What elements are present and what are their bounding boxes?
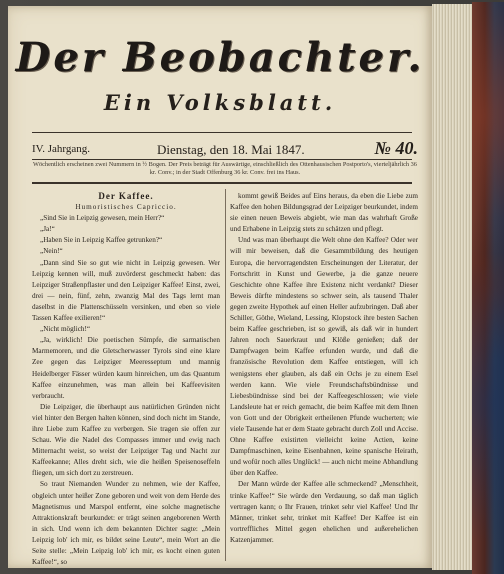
newspaper-page (8, 6, 432, 568)
paragraph: Und was man überhaupt die Welt ohne den Kaffee? Oder wer will mir beweisen, daß die Gesammtbildung des heutigen Europa, die hervorragendsten Erscheinungen der Literatur, der Fortschritt in Kunst und Gewerbe, ja die ganze neuere Geschichte ohne Kaffee ihre Existenz nicht verdankt? Dieser Beweis dürfte mindestens so schwer sein, als tausend Thaler gegen zweite Hypothek auf einen Heller aufzubringen. Daß aber Schiller, Göthe, Wieland, Lessing, Klopstock ihre besten Sachen beim Kaffee geschrieben, ist so gewiß, als daß wir in hundert Jahren noch Sauerkraut und Klöße genießen; daß der Dampfwagen beim Kaffee erfunden wurde, und daß die französische Revolution dem Kaffee entstiegen, will ich wenigstens eher glauben, als daß ein Ochs je zu einem Esel werden kann. Wie viele Freundschaftsbündnisse und Liebesbündnisse sind bei der Kaffeegeschlossen; wie viele Landsleute hat er reich gemacht, die beim Kaffee mit dem Ihnen von Gott und der Obrigkeit ertheilenen Pfunde wucherten; wie viele Tausende hat er dem Staate gebracht durch Zoll und Accise. Ohne Kaffee existirten vielleicht keine Actien, keine Dampfmaschinen, keine Eisenbahnen, keine spanische Heirath, und wofür noch alles Unglück! — auch nicht meine Abhandlung über den Kaffee. (230, 236, 418, 478)
masthead-subtitle: Ein Volksblatt. (103, 90, 337, 115)
issue-info-line (32, 139, 418, 159)
left-column (32, 191, 220, 567)
paragraph: „Nicht möglich!“ (40, 325, 91, 334)
article-heading: Der Kaffee. (98, 191, 154, 201)
paragraph: Der Mann würde der Kaffee alle schmeckend? „Menschheit, trinke Kaffee!“ Sie würde den Verdauung, so daß man täglich vertragen kann; o Ihr Frauen, trinket sehr viel Kaffee! Und Ihr Männer, trinket sehr, trinket mit Kaffee! Der Kaffee ist ein vortreffliches Mittel gegen ehelichen und außerehelichen Katzenjammer. (230, 480, 418, 544)
right-column (230, 191, 418, 561)
paragraph: „Ja, wirklich! Die poetischen Sümpfe, die sarmatischen Marmemoren, und die Gletscherwasser Tyrols sind eine klare Zee gegen das Leipziger Meeresseptum und mannig Heidelberger Fässer würden kaum hinreichen, um das Quantum Kaffee einzunehmen, was man allein bei Kaffeevisiten verbraucht. (32, 336, 220, 400)
volume-label: IV. Jahrgang. (32, 143, 90, 155)
column-divider (225, 189, 226, 561)
left-paragraphs (32, 213, 220, 568)
issue-date: Dienstag, den 18. Mai 1847. (157, 142, 305, 157)
book-cover (472, 2, 504, 574)
paragraph: „Nein!“ (40, 247, 63, 256)
book-page-edges (432, 4, 472, 570)
paragraph: „Sind Sie in Leipzig gewesen, mein Herr?“ (40, 214, 165, 223)
paragraph: kommt gewiß Beides auf Eins heraus, da eben die Liebe zum Kaffee den hohen Bildungsgrad der Leipziger beurkundet, indem sie einen neuen Beweis abgiebt, wie man das wahrhaft Große und Erhabene in Leipzig stets zu schätzen und pflegt. (230, 192, 418, 234)
right-paragraphs (230, 191, 418, 546)
issue-number: № 40. (374, 138, 418, 158)
header-bottom-rule (32, 182, 412, 184)
masthead-title: Der Beobachter. (15, 34, 425, 81)
subscription-note: Wöchentlich erscheinen zwei Nummern in ½ Bogen. Der Preis beträgt für Auswärtige, einschließlich des Ottenhausischen Postporto's, vierteljährlich 36 kr. Conv.; in der Stadt Offenburg 36 kr. Conv. frei ins Haus. (33, 161, 417, 176)
paragraph: „Dann sind Sie so gut wie nicht in Leipzig gewesen. Wer Leipzig kennen will, muß zuvörderst geschmeckt haben: das Leipziger Straßenpflaster und den Leipziger Kaffee! Einst, zwei, drei — nein, fünf, zehn, zwanzig Mal des Tags lernt man daselbst in die Plattenschüsseln versinken, und eben so viele Tassen Kaffee exilieren!“ (32, 258, 220, 323)
paragraph: „Ja!“ (40, 225, 55, 234)
info-rule (32, 159, 412, 160)
paragraph: „Haben Sie in Leipzig Kaffee getrunken?“ (40, 236, 163, 245)
top-rule (32, 132, 412, 133)
article-subheading: Humoristisches Capriccio. (75, 203, 177, 212)
paragraph: Die Leipziger, die überhaupt aus natürlichen Gründen nicht viel hinter den Bergen halten können, sind doch nicht im Stande, ihre Liebe zum Kaffee zu verbergen. Sie tragen sie offen zur Schau. Wie die Nadel des Compasses immer und ewig nach Mitternacht weist, so weist der Leipziger Tag und Nacht zur Kaffeekanne; Alles dreht sich, wie die heißen Speisenoseffeln fliegen, um sich dort zu zerstreuen. (32, 402, 220, 478)
paragraph: So traut Niemanden Wunder zu nehmen, wie der Kaffee, obgleich unter heißer Zone geboren und weit von dem Herde des Magnetismus und Marspol entfernt, eine solche magnetische Attraktionskraft beurkundet: er trägt seinen angeborenen Werth in sich. Und wenn ich dem bekannten Dichter sagte: „Mein Leipzig lob' ich mir, es bildet seine Leute“, mein Wort an die Seite stelle: „Mein Leipzig lob' ich mir, es kocht einen guten Kaffee!“, so (32, 480, 220, 567)
